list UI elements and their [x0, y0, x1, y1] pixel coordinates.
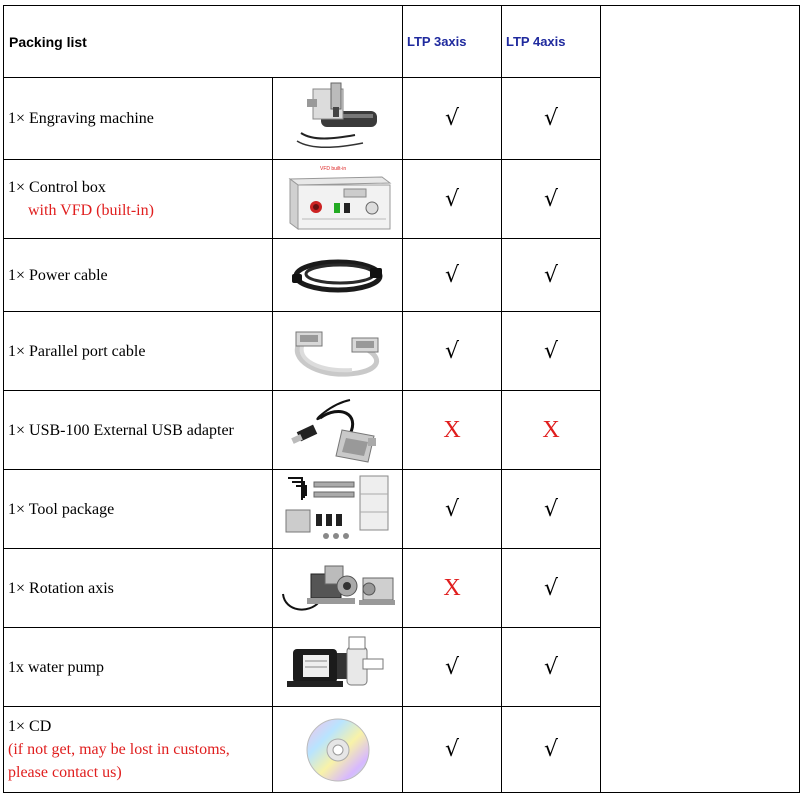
item-label: 1× CD (if not get, may be lost in customs, please contact us) [4, 707, 273, 793]
header-row [4, 6, 800, 78]
item-label: 1× Tool package [4, 470, 273, 549]
item-label: 1× Parallel port cable [4, 312, 273, 391]
parallel-port-cable-image [273, 312, 403, 391]
check-mark-icon: √ [444, 737, 460, 762]
check-mark-icon: √ [543, 186, 559, 212]
option-ltp-4axis-header: LTP 4axis [502, 6, 601, 78]
ltp4-included-mark [502, 312, 601, 391]
ltp3-included-mark [403, 707, 502, 793]
check-mark-icon: √ [444, 338, 460, 364]
ltp3-included-mark [403, 160, 502, 239]
ltp4-included-mark [502, 160, 601, 239]
ltp3-included-mark [403, 312, 502, 391]
power-cable-image [273, 239, 403, 312]
ltp3-excluded-mark [403, 549, 502, 628]
check-mark-icon: √ [444, 186, 460, 212]
ltp4-included-mark [502, 470, 601, 549]
ltp4-included-mark [502, 78, 601, 160]
ltp3-included-mark [403, 239, 502, 312]
ltp3-included-mark [403, 78, 502, 160]
item-label: 1x water pump [4, 628, 273, 707]
control-box-image [273, 160, 403, 239]
item-note: with VFD (built-in) [28, 202, 154, 219]
ltp3-included-mark [403, 470, 502, 549]
ltp4-excluded-mark [502, 391, 601, 470]
item-note: (if not get, may be lost in customs, please contact us) [8, 741, 230, 781]
item-label: 1× Engraving machine [4, 78, 273, 160]
check-mark-icon: √ [543, 106, 559, 131]
blank-column [601, 6, 800, 793]
packing-list-table [3, 5, 800, 793]
usb-adapter-image [273, 391, 403, 470]
cd-image [273, 707, 403, 793]
option-ltp-3axis-header: LTP 3axis [403, 6, 502, 78]
item-label: 1× Control box with VFD (built-in) [4, 160, 273, 239]
check-mark-icon: √ [444, 654, 460, 680]
item-label: 1× Power cable [4, 239, 273, 312]
ltp4-included-mark [502, 549, 601, 628]
check-mark-icon: √ [543, 496, 559, 522]
check-mark-icon: √ [543, 338, 559, 364]
cross-mark-icon: X [443, 416, 461, 443]
cross-mark-icon: X [443, 574, 461, 601]
ltp4-included-mark [502, 628, 601, 707]
engraving-machine-image [273, 78, 403, 160]
check-mark-icon: √ [543, 575, 559, 601]
check-mark-icon: √ [444, 262, 460, 288]
ltp4-included-mark [502, 707, 601, 793]
ltp3-excluded-mark [403, 391, 502, 470]
tool-package-image [273, 470, 403, 549]
check-mark-icon: √ [543, 262, 559, 288]
check-mark-icon: √ [444, 106, 460, 131]
ltp4-included-mark [502, 239, 601, 312]
packing-list-title: Packing list [4, 6, 403, 78]
item-label: 1× Rotation axis [4, 549, 273, 628]
ltp3-included-mark [403, 628, 502, 707]
rotation-axis-image [273, 549, 403, 628]
item-label: 1× USB-100 External USB adapter [4, 391, 273, 470]
water-pump-image [273, 628, 403, 707]
vfd-label: VFD built-in [319, 166, 346, 172]
check-mark-icon: √ [543, 737, 559, 762]
check-mark-icon: √ [543, 654, 559, 680]
check-mark-icon: √ [444, 496, 460, 522]
cross-mark-icon: X [542, 416, 560, 443]
